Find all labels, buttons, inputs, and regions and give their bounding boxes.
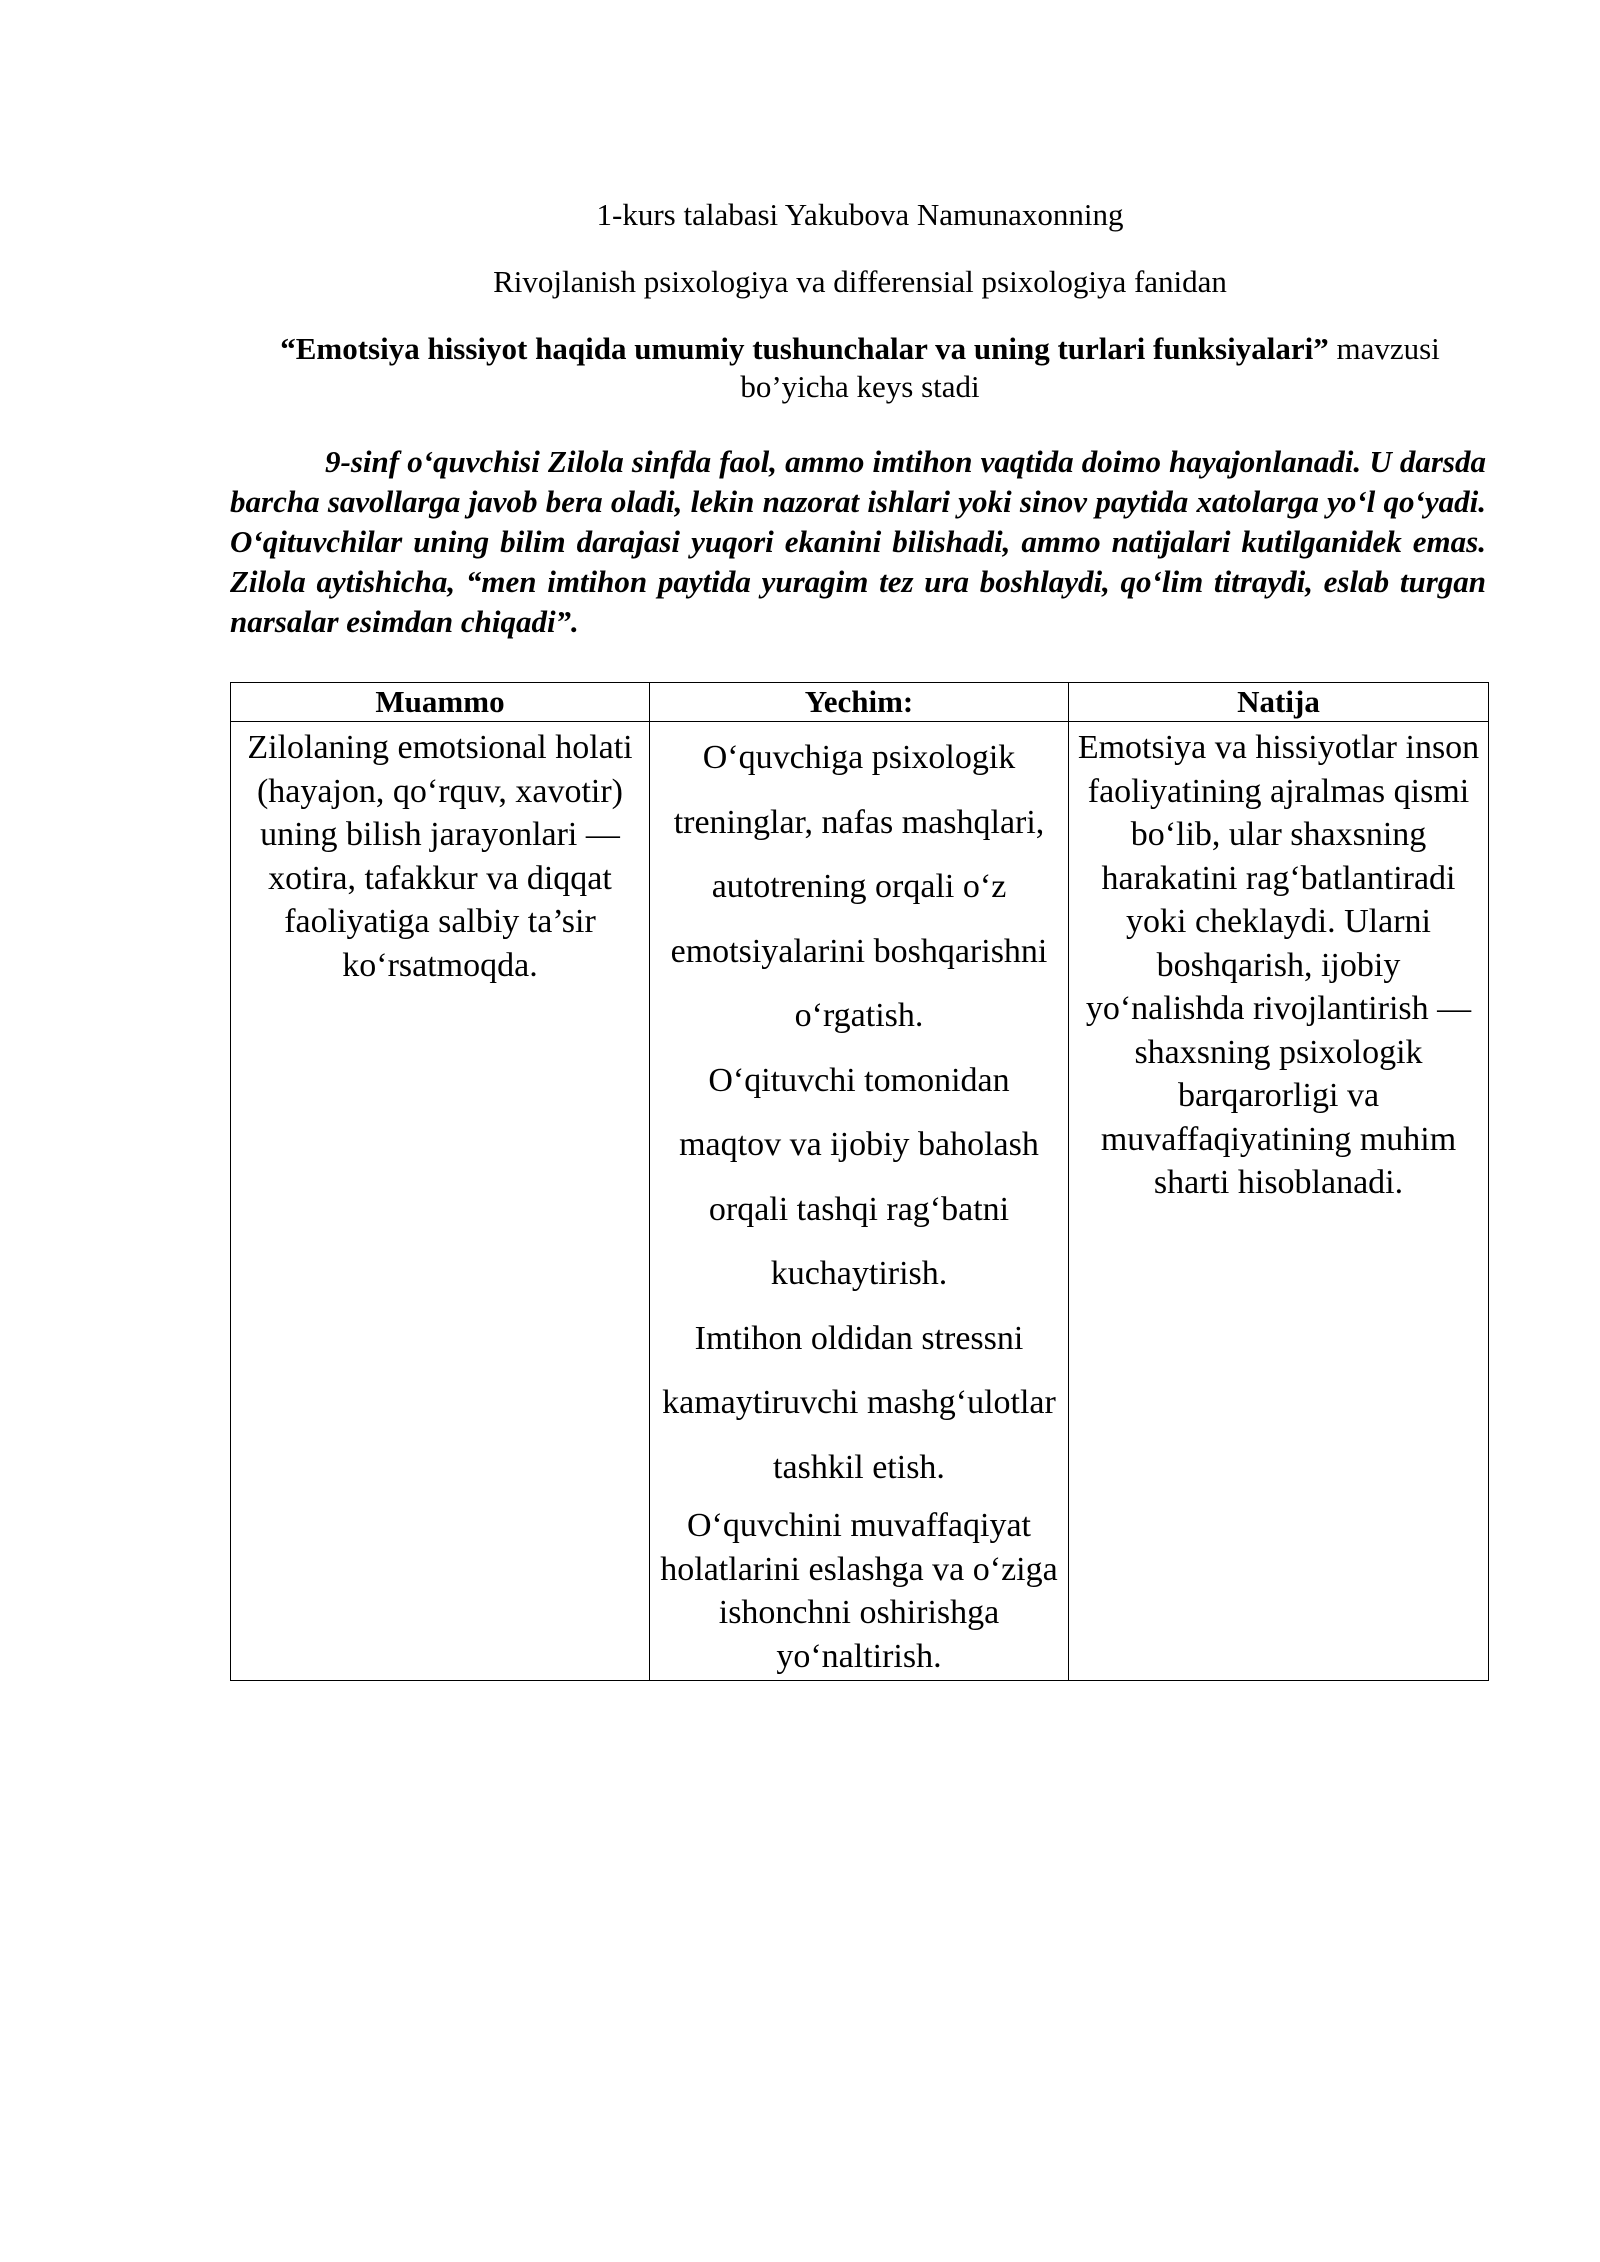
topic-title [230,330,1490,406]
yechim-item: Imtihon oldidan stressni kamaytiruvchi mashg‘ulotlar tashkil etish. [662,1319,1056,1486]
cell-natija: Emotsiya va hissiyotlar inson faoliyatining ajralmas qismi bo‘lib, ular shaxsning harakatini rag‘batlantiradi yoki cheklaydi. Ularni boshqarish, ijobiy yo‘nalishda rivojlantirish — shaxsning psixologik barqarorligi va muvaffaqiyatining muhim sharti hisoblanadi. [1069,722,1489,1681]
yechim-item: O‘quvchini muvaffaqiyat holatlarini eslashga va o‘ziga ishonchni oshirishga yo‘naltirish. [660,1507,1058,1675]
case-table [230,682,1489,1681]
subject-line: Rivojlanish psixologiya va differensial psixologiya fanidan [493,264,1227,299]
cell-muammo: Zilolaning emotsional holati (hayajon, qo‘rquv, xavotir) uning bilish jarayonlari — xotira, tafakkur va diqqat faoliyatiga salbiy ta’sir ko‘rsatmoqda. [231,722,650,1681]
table-header-row [231,683,1489,722]
header-natija: Natija [1069,683,1489,722]
student-line: 1-kurs talabasi Yakubova Namunaxonning [596,197,1124,232]
topic-title-rest: mavzusi bo’yicha keys stadi [740,331,1440,404]
table-row [231,722,1489,1681]
header-yechim: Yechim: [650,683,1069,722]
yechim-item: O‘quvchiga psixologik treninglar, nafas mashqlari, autotrening orqali o‘z emotsiyalarini boshqarishni o‘rgatish. [670,739,1048,1034]
yechim-item: O‘qituvchi tomonidan maqtov va ijobiy baholash orqali tashqi rag‘batni kuchaytirish. [679,1061,1039,1292]
cell-yechim [650,722,1069,1681]
case-description: 9-sinf o‘quvchisi Zilola sinfda faol, ammo imtihon vaqtida doimo hayajonlanadi. U darsda barcha savollarga javob bera oladi, lekin nazorat ishlari yoki sinov paytida xatolarga yo‘l qo‘yadi. O‘qituvchilar uning bilim darajasi yuqori ekanini bilishadi, ammo natijalari kutilganidek emas. Zilola aytishicha, “men imtihon paytida yuragim tez ura boshlaydi, qo‘lim titraydi, eslab turgan narsalar esimdan chiqadi”. [230,444,1486,639]
header-muammo: Muammo [231,683,650,722]
topic-title-bold: “Emotsiya hissiyot haqida umumiy tushunchalar va uning turlari funksiyalari” [280,331,1329,366]
